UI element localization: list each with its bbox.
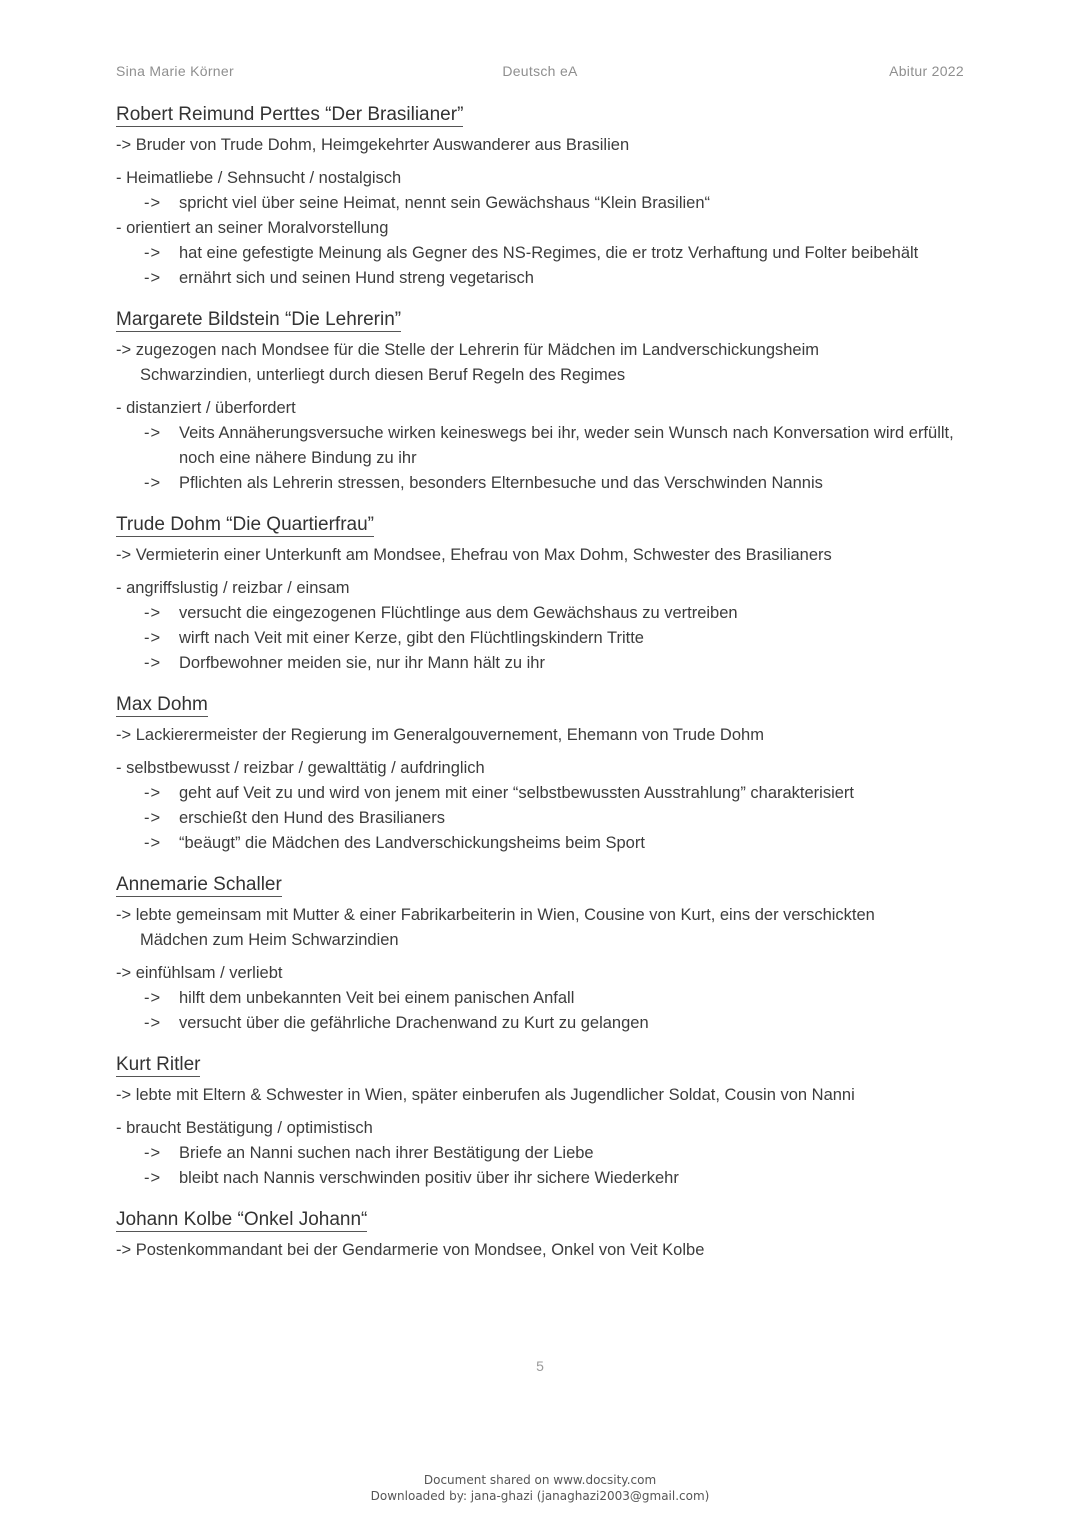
arrow-marker: -> [144,784,162,802]
character-intro [116,903,976,953]
evidence-text: bleibt nach Nannis verschwinden positiv über ihr sichere Wiederkehr [179,1169,679,1187]
arrow-marker: -> [144,629,162,647]
character-section [116,1054,976,1191]
evidence-text: Veits Annäherungsversuche wirken keineswegs bei ihr, weder sein Wunsch nach Konversation wird erfüllt, noch eine nähere Bindung zu ihr [179,424,954,467]
intro-line: -> lebte mit Eltern & Schwester in Wien, später einberufen als Jugendlicher Soldat, Cousin von Nanni [116,1086,855,1104]
evidence-text: versucht über die gefährliche Drachenwand zu Kurt zu gelangen [179,1014,649,1032]
character-heading: Robert Reimund Perttes “Der Brasilianer” [116,104,464,125]
evidence-point [116,651,976,676]
header-subject: Deutsch eA [502,63,578,79]
arrow-marker: -> [144,1014,162,1032]
intro-line: -> zugezogen nach Mondsee für die Stelle der Lehrerin für Mädchen im Landverschickungsheim [116,341,820,359]
character-section [116,1209,976,1263]
arrow-marker: -> [144,269,162,287]
character-intro [116,543,976,568]
character-intro [116,1238,976,1263]
trait-line: - Heimatliebe / Sehnsucht / nostalgisch [116,169,402,187]
evidence-text: hat eine gefestigte Meinung als Gegner des NS-Regimes, die er trotz Verhaftung und Folter beibehält [179,244,919,262]
evidence-point [116,241,976,266]
character-heading: Margarete Bildstein “Die Lehrerin” [116,309,402,330]
footer-shared-line[interactable]: Document shared on www.docsity.com [423,1473,657,1487]
evidence-text: “beäugt” die Mädchen des Landverschickungsheims beim Sport [179,834,645,852]
character-intro [116,133,976,158]
evidence-point [116,831,976,856]
trait-line: - orientiert an seiner Moralvorstellung [116,219,389,237]
arrow-marker: -> [144,654,162,672]
intro-line: Mädchen zum Heim Schwarzindien [140,931,399,949]
character-intro [116,723,976,748]
evidence-point [116,806,976,831]
intro-line: -> Vermieterin einer Unterkunft am Mondsee, Ehefrau von Max Dohm, Schwester des Brasilianers [116,546,832,564]
evidence-text: hilft dem unbekannten Veit bei einem panischen Anfall [179,989,575,1007]
arrow-marker: -> [144,1144,162,1162]
evidence-text: Dorfbewohner meiden sie, nur ihr Mann hält zu ihr [179,654,545,672]
arrow-marker: -> [144,989,162,1007]
arrow-marker: -> [144,194,162,212]
evidence-point [116,986,976,1011]
evidence-point [116,781,976,806]
character-section [116,104,976,291]
character-heading: Kurt Ritler [116,1054,201,1075]
evidence-point [116,421,976,471]
character-heading: Annemarie Schaller [116,874,282,895]
character-intro [116,338,976,388]
character-heading: Max Dohm [116,694,208,715]
evidence-text: versucht die eingezogenen Flüchtlinge aus dem Gewächshaus zu vertreiben [179,604,738,622]
intro-line: -> Bruder von Trude Dohm, Heimgekehrter Auswanderer aus Brasilien [116,136,630,154]
evidence-point [116,626,976,651]
arrow-marker: -> [144,604,162,622]
document-footer [0,1472,1080,1504]
trait-line: - angriffslustig / reizbar / einsam [116,579,350,597]
evidence-point [116,191,976,216]
evidence-point [116,601,976,626]
character-section [116,309,976,496]
evidence-point [116,266,976,291]
character-section [116,514,976,676]
arrow-marker: -> [144,474,162,492]
evidence-text: spricht viel über seine Heimat, nennt sein Gewächshaus “Klein Brasilien“ [179,194,711,212]
evidence-text: wirft nach Veit mit einer Kerze, gibt den Flüchtlingskindern Tritte [179,629,644,647]
evidence-text: Pflichten als Lehrerin stressen, besonders Elternbesuche und das Verschwinden Nannis [179,474,823,492]
evidence-point [116,471,976,496]
arrow-marker: -> [144,244,162,262]
character-intro [116,1083,976,1108]
page-number: 5 [536,1358,544,1374]
evidence-text: ernährt sich und seinen Hund streng vegetarisch [179,269,534,287]
evidence-text: geht auf Veit zu und wird von jenem mit einer “selbstbewussten Ausstrahlung” charakterisiert [179,784,855,802]
trait-line: - selbstbewusst / reizbar / gewalttätig / aufdringlich [116,759,485,777]
character-heading: Trude Dohm “Die Quartierfrau” [116,514,374,535]
document-body [116,104,976,1281]
evidence-point [116,1141,976,1166]
character-section [116,874,976,1036]
intro-line: -> Postenkommandant bei der Gendarmerie von Mondsee, Onkel von Veit Kolbe [116,1241,705,1259]
header-author: Sina Marie Körner [116,63,234,79]
intro-line: -> Lackierermeister der Regierung im Generalgouvernement, Ehemann von Trude Dohm [116,726,764,744]
trait-line: - distanziert / überfordert [116,399,296,417]
page-header [116,63,964,83]
footer-download-line: Downloaded by: jana-ghazi (janaghazi2003@gmail.com) [370,1489,710,1503]
arrow-marker: -> [144,1169,162,1187]
evidence-point [116,1166,976,1191]
trait-line: - braucht Bestätigung / optimistisch [116,1119,373,1137]
trait-line: -> einfühlsam / verliebt [116,964,283,982]
arrow-marker: -> [144,834,162,852]
character-section [116,694,976,856]
arrow-marker: -> [144,809,162,827]
evidence-point [116,1011,976,1036]
intro-line: -> lebte gemeinsam mit Mutter & einer Fabrikarbeiterin in Wien, Cousine von Kurt, eins der verschickten [116,906,875,924]
header-exam: Abitur 2022 [889,63,964,79]
evidence-text: erschießt den Hund des Brasilianers [179,809,445,827]
intro-line: Schwarzindien, unterliegt durch diesen Beruf Regeln des Regimes [140,366,626,384]
evidence-text: Briefe an Nanni suchen nach ihrer Bestätigung der Liebe [179,1144,594,1162]
character-heading: Johann Kolbe “Onkel Johann“ [116,1209,368,1230]
arrow-marker: -> [144,424,162,442]
